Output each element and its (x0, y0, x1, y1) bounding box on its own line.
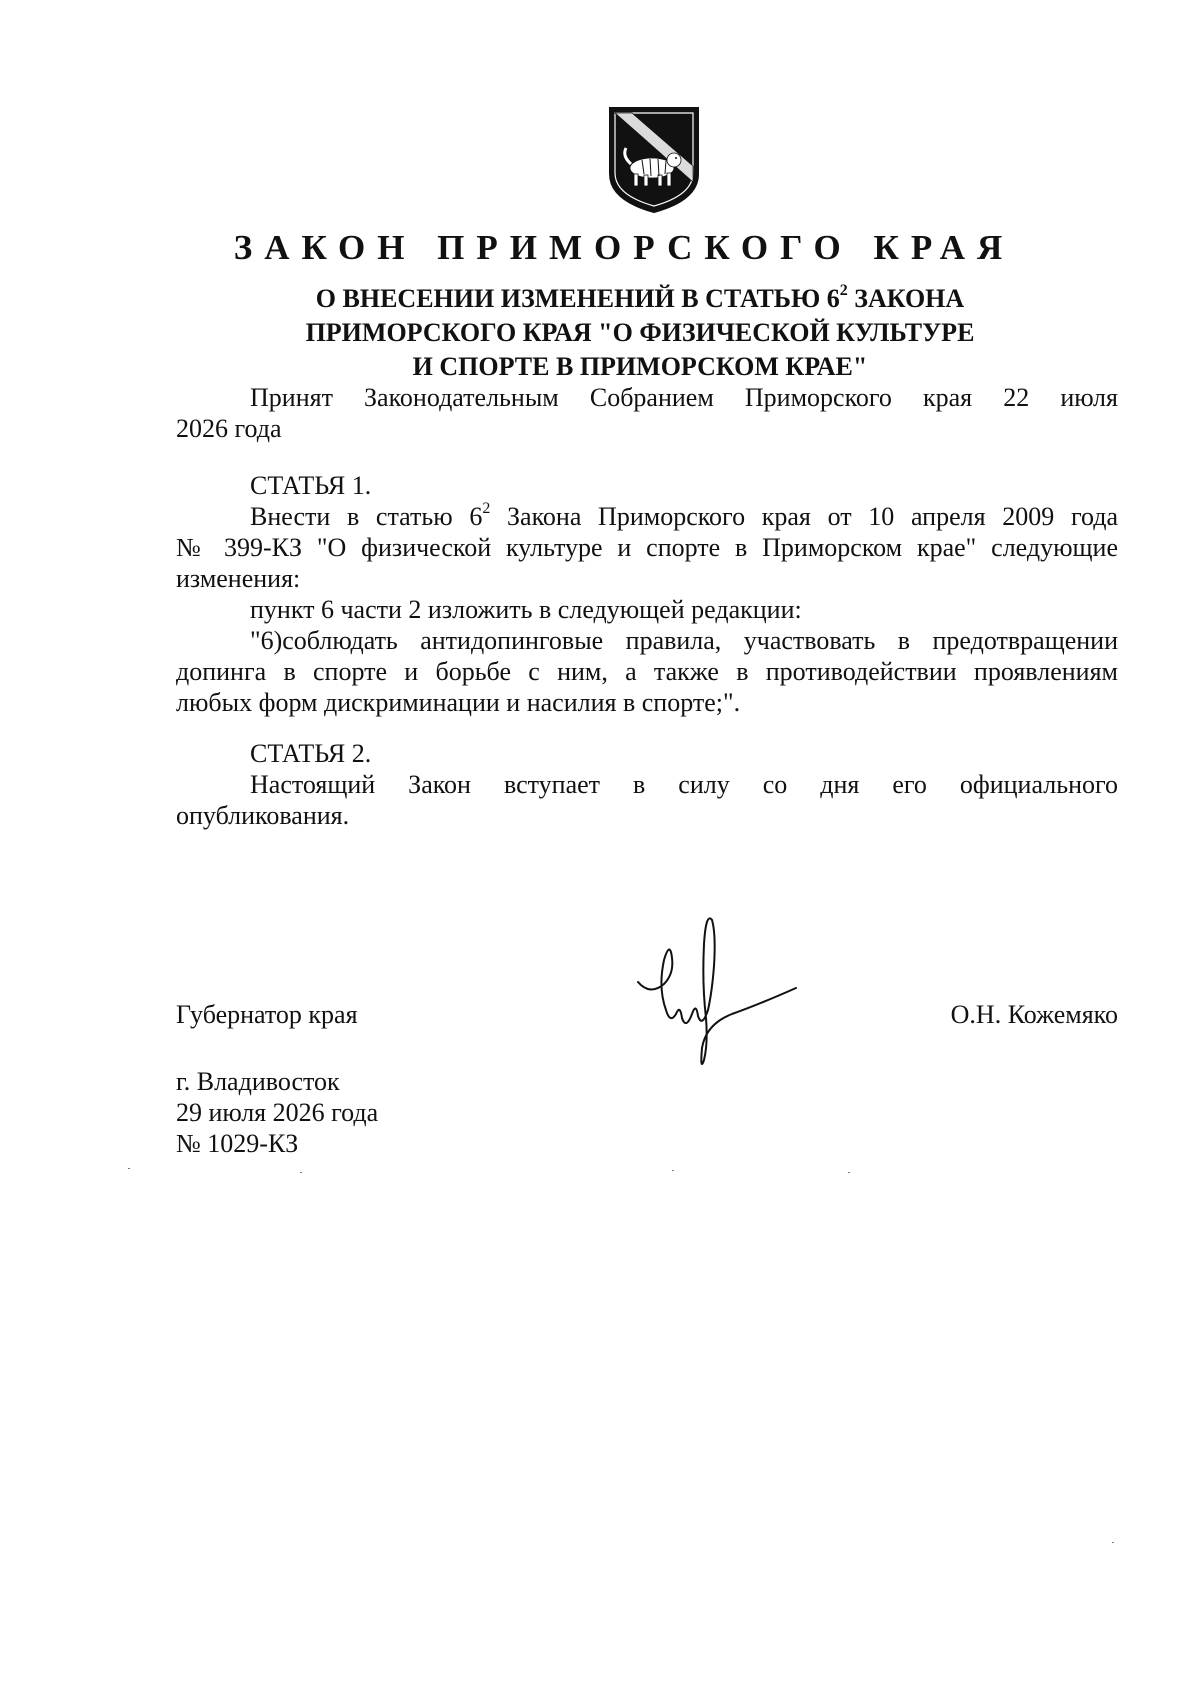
law-heading: ЗАКОН ПРИМОРСКОГО КРАЯ (233, 228, 1015, 267)
article-1-clause: пункт 6 части 2 изложить в следующей редакции: (250, 595, 802, 624)
scan-speck (848, 1172, 850, 1173)
coat-of-arms-icon (604, 104, 704, 216)
law-number: № 1029-КЗ (176, 1129, 299, 1158)
article-superscript: 2 (482, 500, 491, 518)
article-1 (176, 470, 1118, 718)
title-text: ЗАКОНА (847, 284, 965, 313)
issuance-details (176, 1066, 378, 1159)
issuance-date: 29 июля 2026 года (176, 1098, 379, 1127)
article-2-heading: СТАТЬЯ 2. (250, 739, 372, 768)
signatory-position: Губернатор края (176, 1000, 358, 1029)
issuance-city: г. Владивосток (176, 1067, 340, 1096)
signatory-name: О.Н. Кожемяко (950, 1000, 1118, 1029)
article-1-quote-line-2: допинга в спорте и борьбе с ним, а также в противодействии проявлениям (176, 657, 1118, 686)
article-2-text-line-1: Настоящий Закон вступает в силу со дня его официального (250, 770, 1118, 799)
article-1-quote-line-3: любых форм дискриминации и насилия в спорте;". (176, 688, 741, 717)
scan-speck (128, 1168, 130, 1169)
title-superscript: 2 (839, 282, 848, 300)
adoption-line-1: Принят Законодательным Собранием Приморского края 22 июля (250, 383, 1118, 412)
scan-speck (672, 1170, 674, 1171)
scan-speck (300, 1172, 302, 1173)
handwritten-signature (636, 914, 806, 1076)
article-1-quote-line-1: "6)соблюдать антидопинговые правила, участвовать в предотвращении (250, 626, 1118, 655)
law-title (240, 282, 1040, 384)
law-title-line-1 (240, 282, 1040, 316)
article-1-intro-line-1 (176, 501, 1118, 532)
article-1-heading: СТАТЬЯ 1. (250, 471, 372, 500)
scan-speck (1112, 1542, 1114, 1543)
article-text: Закона Приморского края от 10 апреля 2009 года (490, 502, 1118, 531)
title-text: О ВНЕСЕНИИ ИЗМЕНЕНИЙ В СТАТЬЮ 6 (315, 284, 840, 313)
law-title-line-3: И СПОРТЕ В ПРИМОРСКОМ КРАЕ" (412, 352, 868, 381)
adoption-statement (176, 382, 1118, 444)
article-text: Внести в статью 6 (250, 502, 483, 531)
law-title-line-2: ПРИМОРСКОГО КРАЯ "О ФИЗИЧЕСКОЙ КУЛЬТУРЕ (305, 318, 975, 347)
article-2 (176, 738, 1118, 831)
signature-row (176, 1000, 1118, 1040)
adoption-line-2: 2026 года (176, 414, 282, 443)
article-2-text-line-2: опубликования. (176, 801, 350, 830)
article-1-intro-line-3: изменения: (176, 564, 301, 593)
article-1-intro-line-2: № 399-КЗ "О физической культуре и спорте в Приморском крае" следующие (176, 533, 1118, 562)
